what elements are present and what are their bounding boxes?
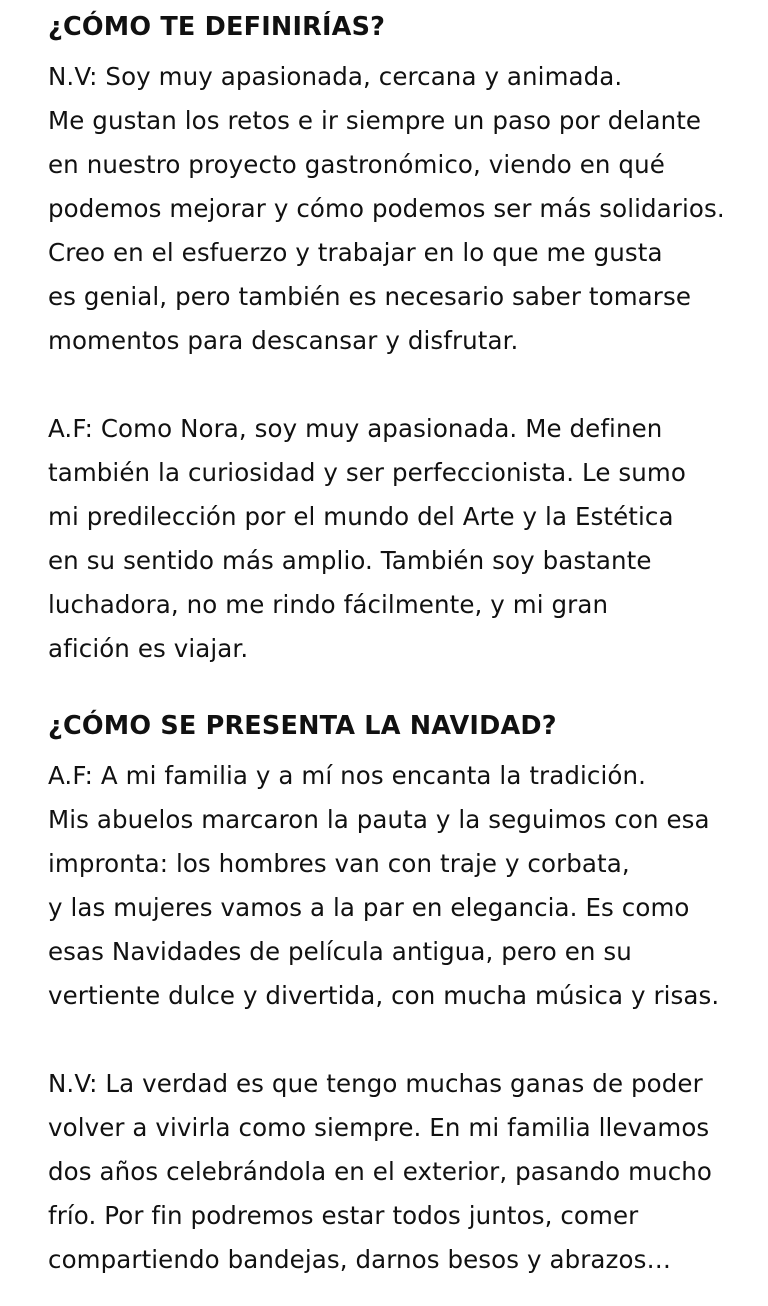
text-line: A.F: A mi familia y a mí nos encanta la tradición. <box>48 761 646 790</box>
text-line: frío. Por fin podremos estar todos juntos, comer <box>48 1201 639 1230</box>
text-line: esas Navidades de película antigua, pero en su <box>48 937 632 966</box>
section-heading-definition: ¿CÓMO TE DEFINIRÍAS? <box>48 12 386 42</box>
text-line: en su sentido más amplio. También soy bastante <box>48 546 652 575</box>
paragraph-af-christmas <box>48 754 758 1018</box>
text-line: N.V: La verdad es que tengo muchas ganas de poder <box>48 1069 703 1098</box>
text-line: impronta: los hombres van con traje y corbata, <box>48 849 630 878</box>
paragraph-af-definition <box>48 407 758 671</box>
text-line: momentos para descansar y disfrutar. <box>48 326 519 355</box>
text-line: mi predilección por el mundo del Arte y la Estética <box>48 502 674 531</box>
article-body <box>48 0 758 1282</box>
text-line: A.F: Como Nora, soy muy apasionada. Me definen <box>48 414 663 443</box>
text-line: Me gustan los retos e ir siempre un paso por delante <box>48 106 702 135</box>
text-line: y las mujeres vamos a la par en elegancia. Es como <box>48 893 690 922</box>
paragraph-nv-definition <box>48 55 758 363</box>
text-line: vertiente dulce y divertida, con mucha música y risas. <box>48 981 720 1010</box>
text-line: también la curiosidad y ser perfeccionista. Le sumo <box>48 458 686 487</box>
text-line: dos años celebrándola en el exterior, pasando mucho <box>48 1157 712 1186</box>
text-line: es genial, pero también es necesario saber tomarse <box>48 282 692 311</box>
text-line: Creo en el esfuerzo y trabajar en lo que me gusta <box>48 238 663 267</box>
text-line: en nuestro proyecto gastronómico, viendo en qué <box>48 150 665 179</box>
section-heading-christmas: ¿CÓMO SE PRESENTA LA NAVIDAD? <box>48 711 557 741</box>
paragraph-nv-christmas <box>48 1062 758 1282</box>
text-line: Mis abuelos marcaron la pauta y la seguimos con esa <box>48 805 710 834</box>
text-line: luchadora, no me rindo fácilmente, y mi gran <box>48 590 609 619</box>
text-line: afición es viajar. <box>48 634 249 663</box>
text-line: volver a vivirla como siempre. En mi familia llevamos <box>48 1113 710 1142</box>
text-line: N.V: Soy muy apasionada, cercana y animada. <box>48 62 623 91</box>
text-line: compartiendo bandejas, darnos besos y abrazos… <box>48 1245 672 1274</box>
text-line: podemos mejorar y cómo podemos ser más solidarios. <box>48 194 725 223</box>
